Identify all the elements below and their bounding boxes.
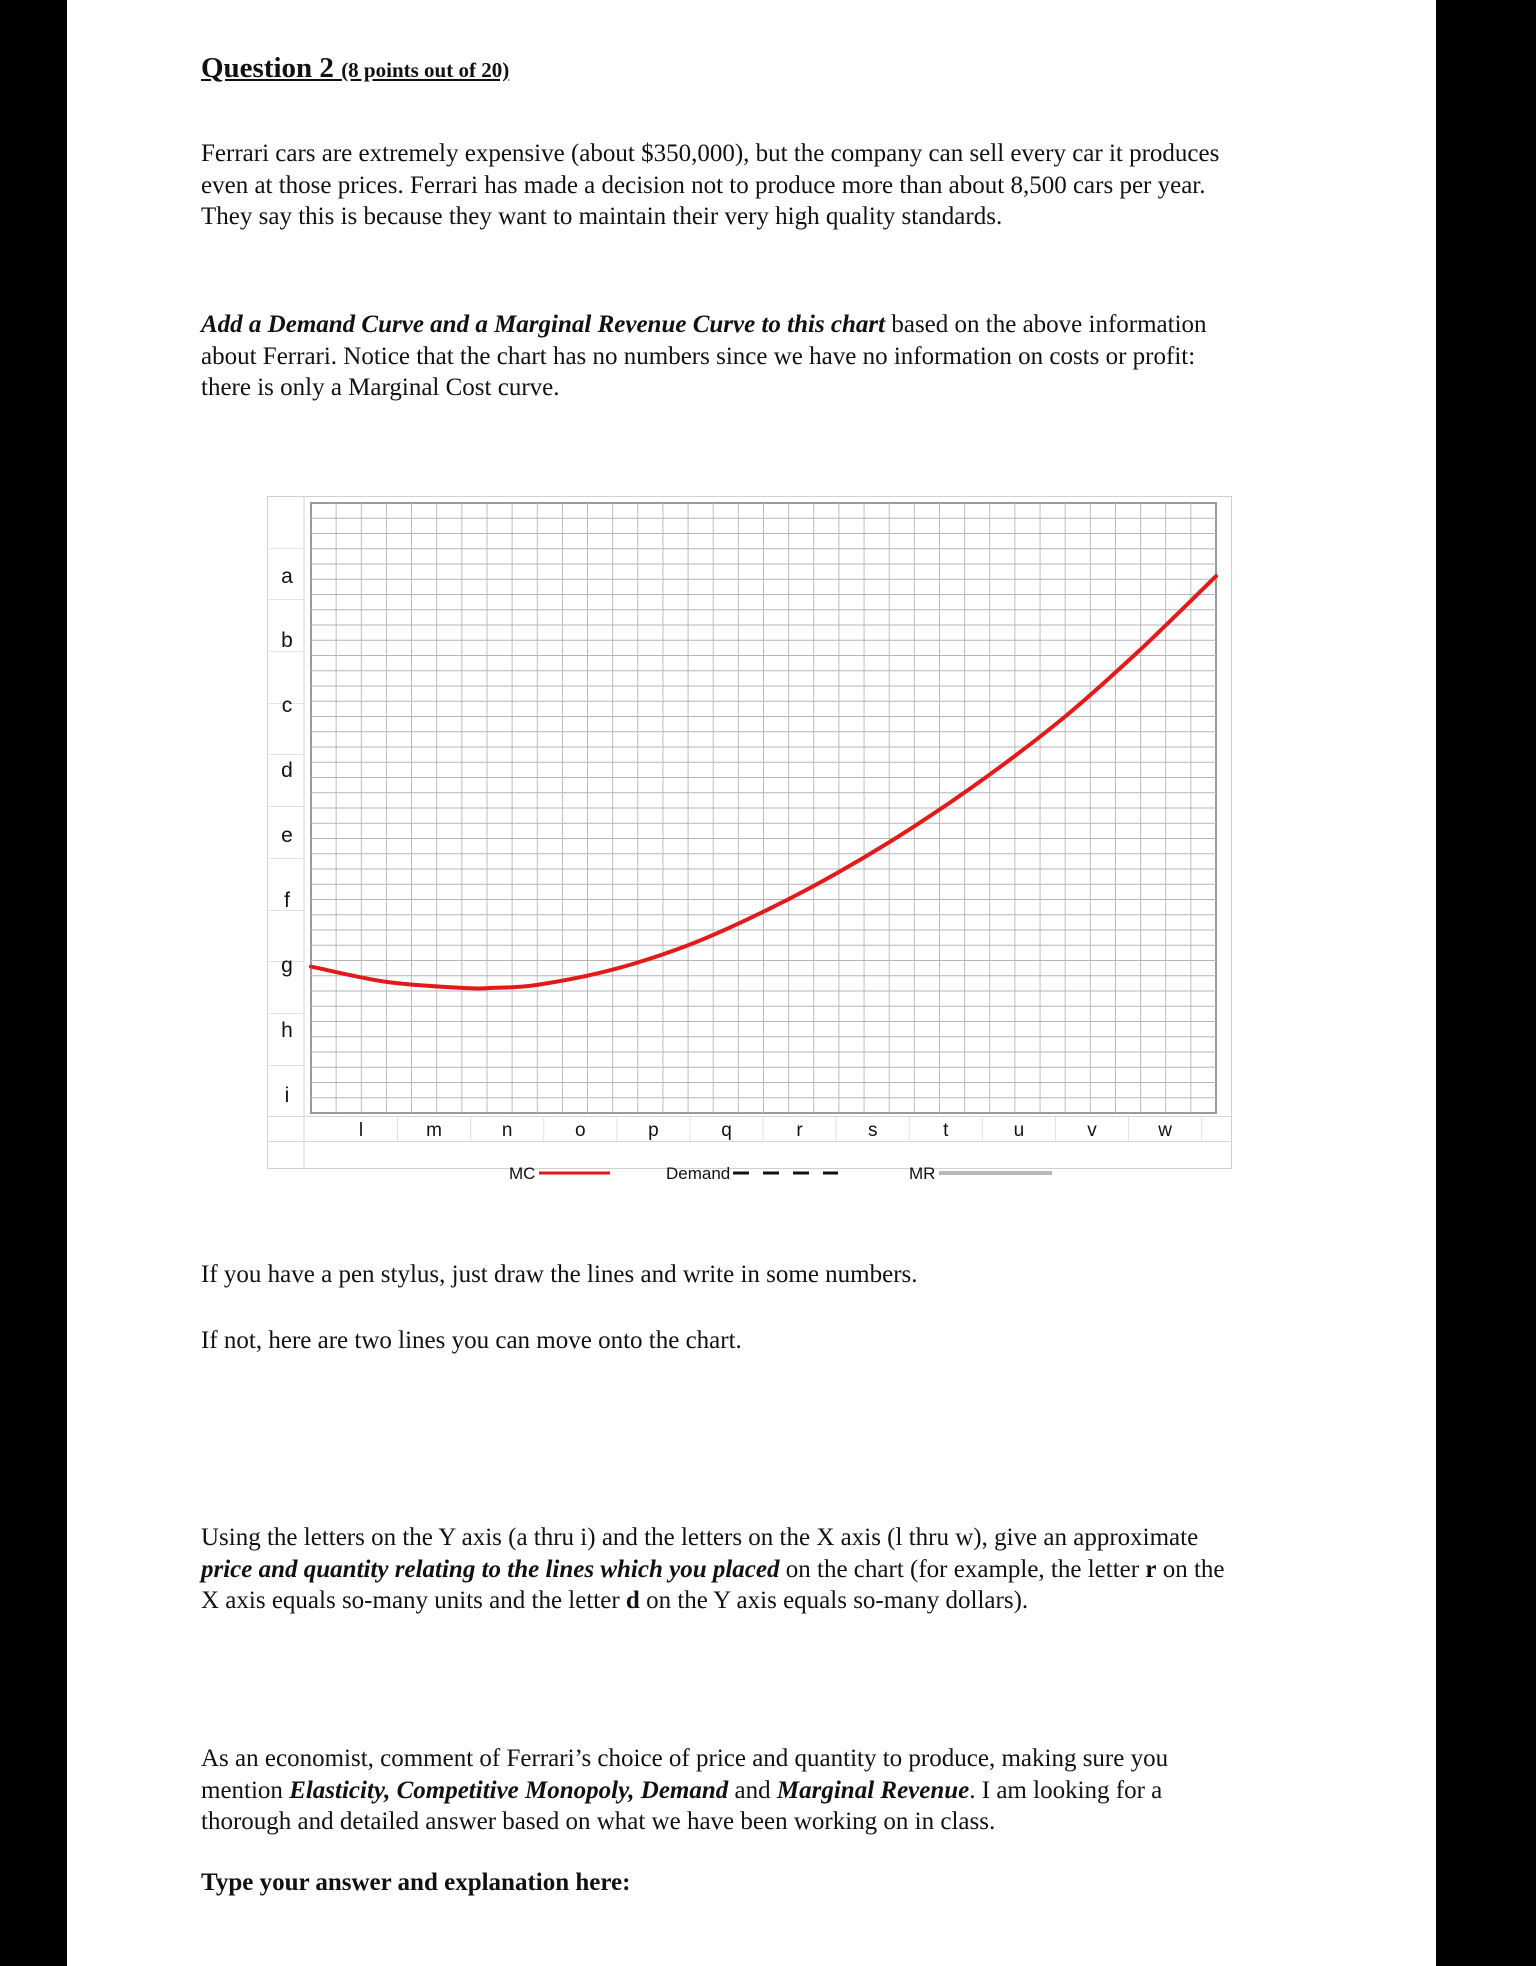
- y-axis-label: i: [284, 1084, 290, 1107]
- y-axis-label: d: [281, 759, 293, 782]
- chart-svg: [267, 496, 1232, 1191]
- y-axis-label: e: [281, 824, 293, 847]
- economist-question: [201, 1743, 1231, 1838]
- x-axis-label: r: [796, 1120, 803, 1141]
- answer-prompt[interactable]: Type your answer and explanation here:: [201, 1869, 631, 1896]
- econ-q-part2: . I am looking for a thorough and detailed answer based on what we have been working on in class.: [201, 1776, 1163, 1835]
- task-paragraph: [201, 309, 1231, 404]
- y-axis-label: g: [281, 954, 293, 977]
- legend-mc-label: MC: [509, 1164, 536, 1183]
- y-axis-label: h: [281, 1019, 293, 1042]
- lines-note: If not, here are two lines you can move onto the chart.: [201, 1327, 742, 1354]
- question-points: (8 points out of 20): [341, 58, 510, 82]
- x-axis-label: v: [1087, 1120, 1097, 1141]
- y-axis-label: c: [281, 694, 293, 717]
- chart: [267, 496, 1232, 1191]
- letters-q-part3: on the X axis equals so-many units and the letter: [201, 1555, 1225, 1614]
- x-axis-label: p: [648, 1120, 659, 1141]
- letters-q-part1: Using the letters on the Y axis (a thru i) and the letters on the X axis (l thru w), give an approximate: [201, 1524, 1199, 1551]
- econ-q-part1: As an economist, comment of Ferrari’s choice of price and quantity to produce, making sure you mention: [201, 1745, 1169, 1804]
- legend-demand-label: Demand: [666, 1164, 731, 1183]
- x-axis-label: n: [501, 1120, 513, 1141]
- econ-q-term2: Marginal Revenue: [776, 1776, 970, 1804]
- letters-question: [201, 1522, 1231, 1617]
- letters-q-letter-r: r: [1145, 1555, 1157, 1583]
- y-axis-label: b: [281, 629, 293, 652]
- x-axis-label: s: [867, 1120, 878, 1141]
- task-emphasis: Add a Demand Curve and a Marginal Revenue Curve to this chart: [201, 311, 886, 338]
- letters-q-part4: on the Y axis equals so-many dollars).: [639, 1587, 1029, 1614]
- question-heading: [201, 52, 1231, 85]
- x-axis-label: u: [1013, 1120, 1025, 1141]
- letters-q-letter-d: d: [625, 1587, 640, 1614]
- letters-q-emphasis: price and quantity relating to the lines which you placed: [201, 1555, 780, 1583]
- x-axis-label: t: [943, 1120, 949, 1141]
- x-axis-label: q: [721, 1120, 732, 1141]
- econ-q-and: and: [728, 1776, 777, 1804]
- intro-paragraph: Ferrari cars are extremely expensive (about $350,000), but the company can sell every car it produces even at those prices. Ferrari has made a decision not to produce more than about 8,500 cars per year. They say this is because they want to maintain their very high quality standards.: [201, 140, 1220, 230]
- x-axis-label: l: [358, 1120, 364, 1141]
- question-title: Question 2: [201, 52, 334, 84]
- econ-q-term1: Elasticity, Competitive Monopoly, Demand: [289, 1776, 729, 1804]
- stylus-note: If you have a pen stylus, just draw the lines and write in some numbers.: [201, 1261, 918, 1288]
- task-text: based on the above information about Ferrari. Notice that the chart has no numbers since we have no information on costs or profit: there is only a Marginal Cost curve.: [201, 311, 1207, 401]
- legend-mr-label: MR: [909, 1164, 936, 1183]
- letters-q-part2: on the chart (for example, the letter: [779, 1555, 1146, 1583]
- y-axis-label: f: [284, 889, 290, 912]
- x-axis-label: o: [575, 1120, 586, 1141]
- y-axis-label: a: [281, 565, 293, 588]
- x-axis-label: w: [1158, 1120, 1172, 1141]
- x-axis-label: m: [426, 1120, 443, 1141]
